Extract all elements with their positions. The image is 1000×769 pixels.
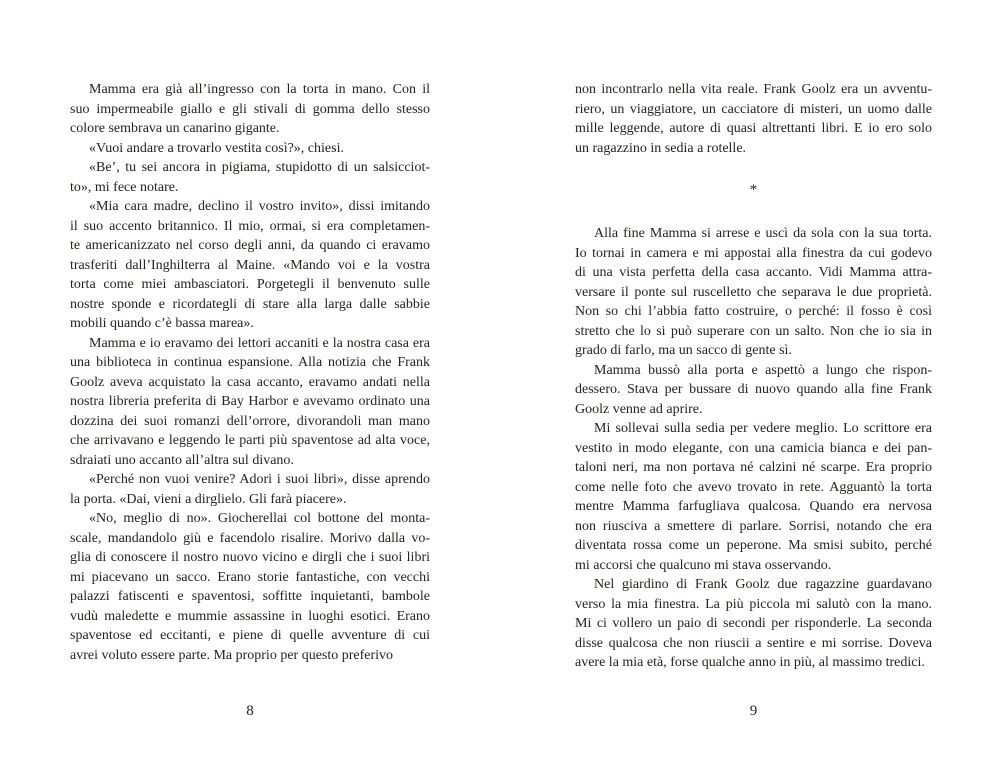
text-line: mi accorsi che qualcuno mi stava osservando. bbox=[575, 557, 832, 573]
text-line: «Perché non vuoi venire? Adori i suoi libri», disse aprendo bbox=[89, 472, 430, 487]
text-line: un ragazzino in sedia a rotelle. bbox=[575, 140, 747, 156]
text-line: trasferiti dall’Inghilterra al Maine. «Mando voi e la vostra bbox=[70, 257, 430, 273]
section-break: * bbox=[749, 182, 758, 199]
paragraph bbox=[70, 509, 430, 665]
text-line: avrei voluto essere parte. Ma proprio per questo preferivo bbox=[70, 647, 394, 663]
text-line: non riusciva a smettere di parlare. Sorrisi, notando che era bbox=[575, 518, 932, 534]
paragraph bbox=[70, 470, 430, 509]
text-line: nostre sponde e ricordategli di stare alla larga dalle sabbie bbox=[70, 296, 430, 312]
text-line: mi piacevano un sacco. Erano storie fantastiche, con vecchi bbox=[70, 569, 430, 585]
text-line: te americanizzato nel corso degli anni, da quando ci eravamo bbox=[70, 238, 430, 253]
paragraph bbox=[70, 334, 430, 471]
text-line: Nel giardino di Frank Goolz due ragazzine guardavano bbox=[594, 577, 932, 592]
page-right-text bbox=[575, 80, 932, 673]
text-line: come nelle foto che avevo trovato in rete. Agguantò la torta bbox=[575, 479, 932, 495]
text-line: to», mi fece notare. bbox=[70, 179, 179, 195]
text-line: diventata rossa come un peperone. Ma smisi subito, perché bbox=[575, 538, 932, 553]
text-line: dessero. Stava per bussare di nuovo quando alla fine Frank bbox=[575, 382, 932, 397]
paragraph bbox=[70, 158, 430, 197]
text-line: avere la mia età, forse qualche anno in più, al massimo tredici. bbox=[575, 655, 925, 670]
text-line: taloni neri, ma non portava né calzini né scarpe. Era proprio bbox=[575, 460, 932, 475]
page-left-text bbox=[70, 80, 430, 665]
page-number-right: 9 bbox=[749, 703, 758, 719]
paragraph bbox=[575, 361, 932, 420]
text-line: versare il ponte sul ruscelletto che separava le due proprietà. bbox=[575, 284, 932, 300]
text-line: il suo accento britannico. Il mio, ormai, si era completamen- bbox=[70, 218, 430, 234]
text-line: «Vuoi andare a trovarlo vestita così?», chiesi. bbox=[89, 140, 344, 156]
text-line: grado di farlo, ma un sacco di gente sì. bbox=[575, 343, 792, 358]
paragraph bbox=[70, 80, 430, 139]
text-line: disse qualcosa che non riuscii a sentire e mi sorrise. Doveva bbox=[575, 635, 932, 651]
text-line: sdraiati uno accanto all’altra sul divano. bbox=[70, 452, 294, 468]
text-line: Goolz venne ad aprire. bbox=[575, 401, 703, 417]
text-line: suo impermeabile giallo e gli stivali di gomma dello stesso bbox=[70, 101, 430, 117]
text-line: mobili quando c’è bassa marea». bbox=[70, 316, 254, 331]
text-line: Mamma era già all’ingresso con la torta in mano. Con il bbox=[89, 82, 430, 97]
text-line: «No, meglio di no». Giocherellai col bottone del monta- bbox=[89, 511, 430, 526]
paragraph bbox=[575, 224, 932, 361]
page-number-left: 8 bbox=[246, 703, 254, 719]
text-line: Mamma e io eravamo dei lettori accaniti e la nostra casa era bbox=[89, 335, 430, 351]
text-line: mentre Mamma farfugliava qualcosa. Quando era nervosa bbox=[575, 499, 932, 514]
text-line: riero, un viaggiatore, un cacciatore di misteri, un uomo dalle bbox=[575, 101, 932, 117]
text-line: una biblioteca in continua espansione. Alla notizia che Frank bbox=[70, 355, 430, 370]
paragraph bbox=[70, 197, 430, 334]
paragraph bbox=[575, 80, 932, 158]
text-line: dozzina dei suoi romanzi dell’orrore, divorandoli man mano bbox=[70, 413, 430, 429]
text-line: vestito in modo elegante, con una camicia bianca e dei pan- bbox=[575, 440, 932, 456]
text-line: Mi ci vollero un paio di secondi per risponderle. La seconda bbox=[575, 616, 932, 631]
text-line: colore sembrava un canarino gigante. bbox=[70, 121, 280, 136]
text-line: glia di conoscere il nostro nuovo vicino e dirgli che i suoi libri bbox=[70, 550, 430, 565]
paragraph bbox=[70, 139, 430, 159]
text-line: non incontrarlo nella vita reale. Frank Goolz era un avventu- bbox=[575, 82, 932, 97]
paragraph bbox=[575, 575, 932, 673]
text-line: mille leggende, autore di quasi altrettanti libri. E io ero solo bbox=[575, 121, 932, 136]
paragraph bbox=[575, 419, 932, 575]
text-line: Mamma bussò alla porta e aspettò a lungo che rispon- bbox=[594, 362, 932, 378]
text-line: scale, mandandolo giù e facendolo risalire. Morivo dalla vo- bbox=[70, 530, 430, 546]
text-line: Io tornai in camera e mi appostai alla finestra da cui godevo bbox=[575, 245, 932, 261]
text-line: la porta. «Dai, vieni a dirglielo. Gli farà piacere». bbox=[70, 491, 347, 507]
text-line: di una vista perfetta della casa accanto. Vidi Mamma attra- bbox=[575, 265, 932, 280]
text-line: vudù maledette e mummie assassine in luoghi esotici. Erano bbox=[70, 608, 430, 624]
text-line: Alla fine Mamma si arrese e uscì da sola con la sua torta. bbox=[594, 226, 932, 241]
text-line: che arrivavano e leggendo le parti più spaventose ad alta voce, bbox=[70, 433, 430, 448]
text-line: verso la mia finestra. La più piccola mi salutò con la mano. bbox=[575, 596, 932, 612]
text-line: «Mia cara madre, declino il vostro invito», dissi imitando bbox=[89, 199, 430, 214]
text-line: «Be’, tu sei ancora in pigiama, stupidotto di un salsicciot- bbox=[89, 160, 430, 175]
text-line: stretto che lo si può superare con un salto. Non che io sia in bbox=[575, 323, 932, 339]
text-line: palazzi fatiscenti e spaventosi, soffitte inquietanti, bambole bbox=[70, 589, 430, 604]
text-line: spaventose ed eccitanti, e piene di quelle avventure di cui bbox=[70, 628, 430, 643]
text-line: Goolz aveva acquistato la casa accanto, eravamo andati nella bbox=[70, 374, 430, 390]
text-line: nostra libreria preferita di Bay Harbor e avevamo ordinato una bbox=[70, 394, 430, 409]
text-line: torta come miei ambasciatori. Porgetegli il benvenuto sulle bbox=[70, 277, 430, 292]
text-line: Non so chi l’abbia fatto costruire, o perché: il fosso è così bbox=[575, 304, 932, 319]
text-line: Mi sollevai sulla sedia per vedere meglio. Lo scrittore era bbox=[594, 421, 932, 436]
